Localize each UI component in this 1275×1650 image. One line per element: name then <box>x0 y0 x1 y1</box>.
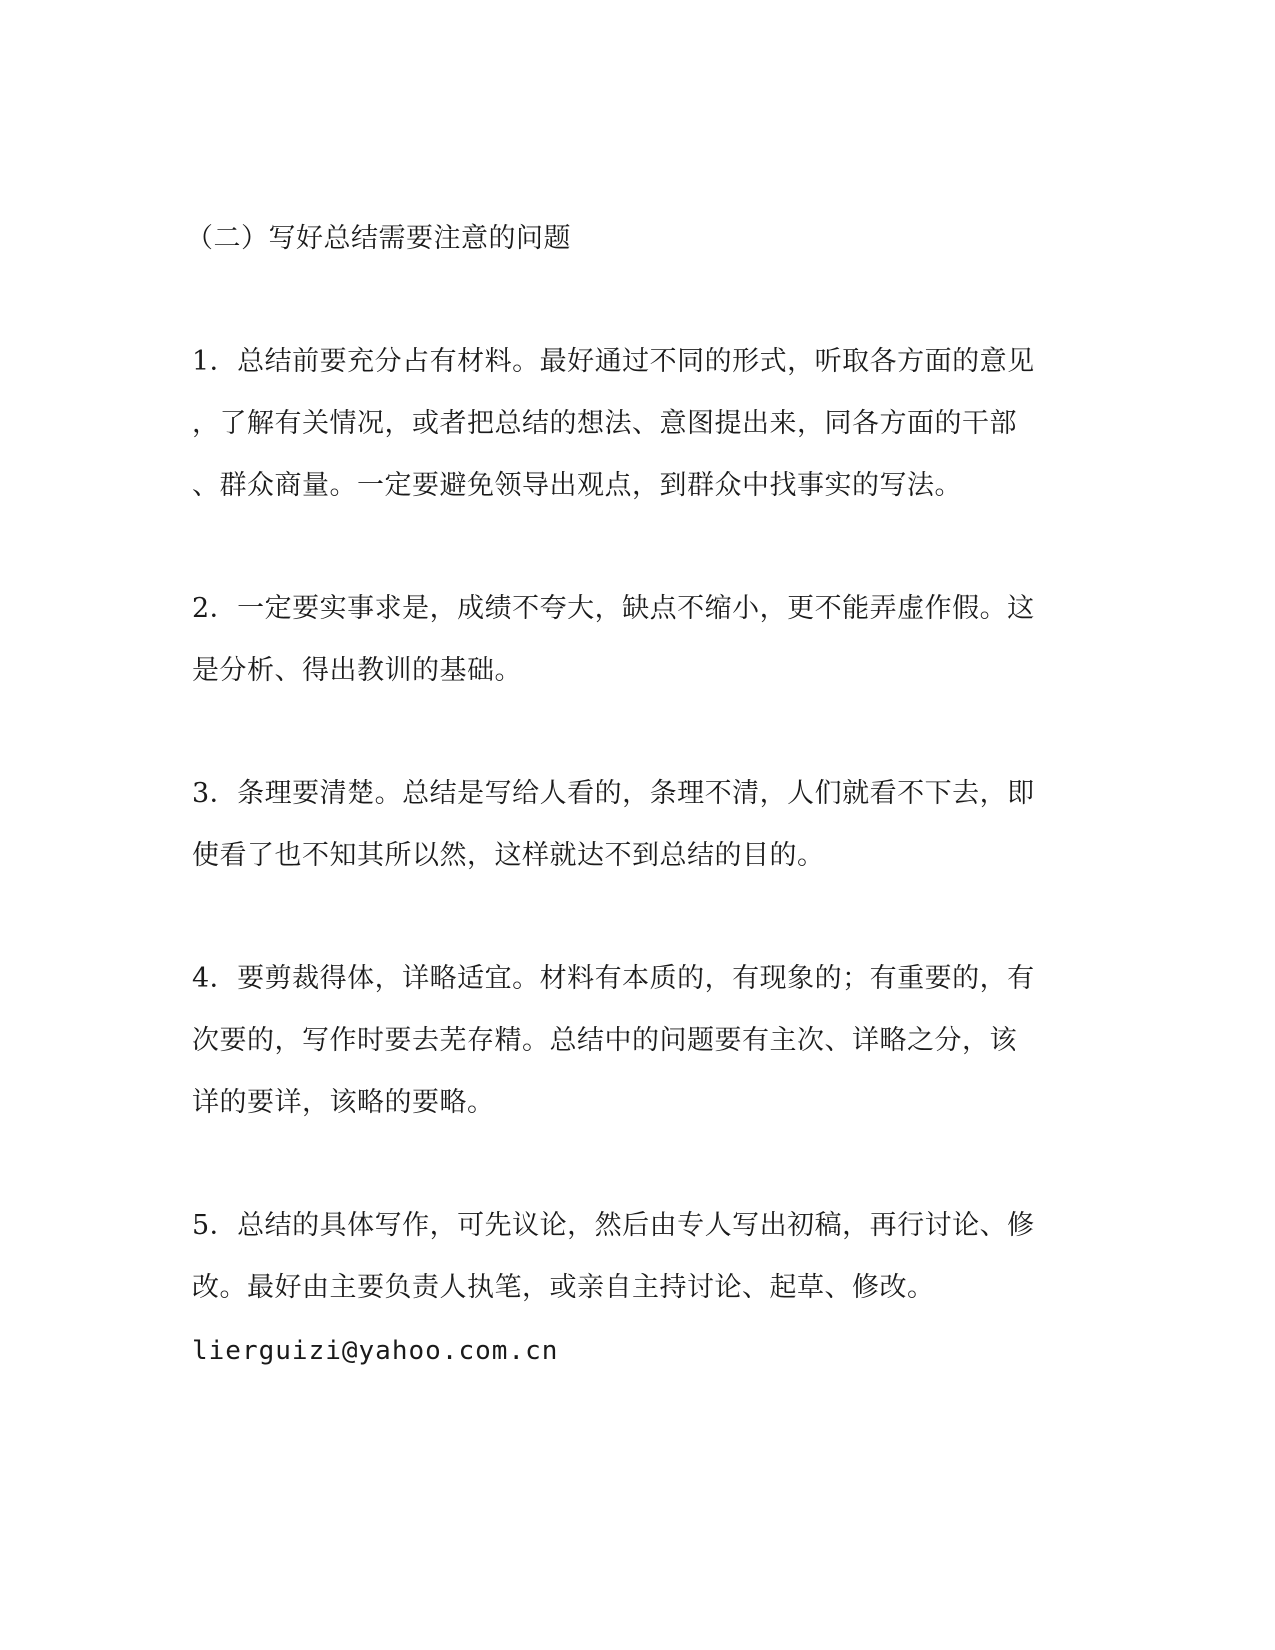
paragraph-line: 5．总结的具体写作，可先议论，然后由专人写出初稿，再行讨论、修 <box>192 1210 1035 1241</box>
paragraph-line: ，了解有关情况，或者把总结的想法、意图提出来，同各方面的干部 <box>192 408 1017 439</box>
paragraph-line: 次要的，写作时要去芜存精。总结中的问题要有主次、详略之分，该 <box>192 1025 1017 1056</box>
paragraph-line: 4．要剪裁得体，详略适宜。材料有本质的，有现象的；有重要的，有 <box>192 963 1035 994</box>
paragraph-line: 改。最好由主要负责人执笔，或亲自主持讨论、起草、修改。 <box>192 1272 935 1303</box>
paragraph-line: 、群众商量。一定要避免领导出观点，到群众中找事实的写法。 <box>192 470 962 501</box>
paragraph-line: 2．一定要实事求是，成绩不夸大，缺点不缩小，更不能弄虚作假。这 <box>192 593 1035 624</box>
paragraph-line: 是分析、得出教训的基础。 <box>192 655 522 686</box>
paragraph-line: 使看了也不知其所以然，这样就达不到总结的目的。 <box>192 840 825 871</box>
paragraph-line: 3．条理要清楚。总结是写给人看的，条理不清，人们就看不下去，即 <box>192 778 1035 809</box>
paragraph-line: 1．总结前要充分占有材料。最好通过不同的形式，听取各方面的意见 <box>192 346 1035 377</box>
paragraph-line: 详的要详，该略的要略。 <box>192 1087 495 1118</box>
section-heading: （二）写好总结需要注意的问题 <box>186 223 571 254</box>
contact-email: lierguizi@yahoo.com.cn <box>192 1336 559 1366</box>
